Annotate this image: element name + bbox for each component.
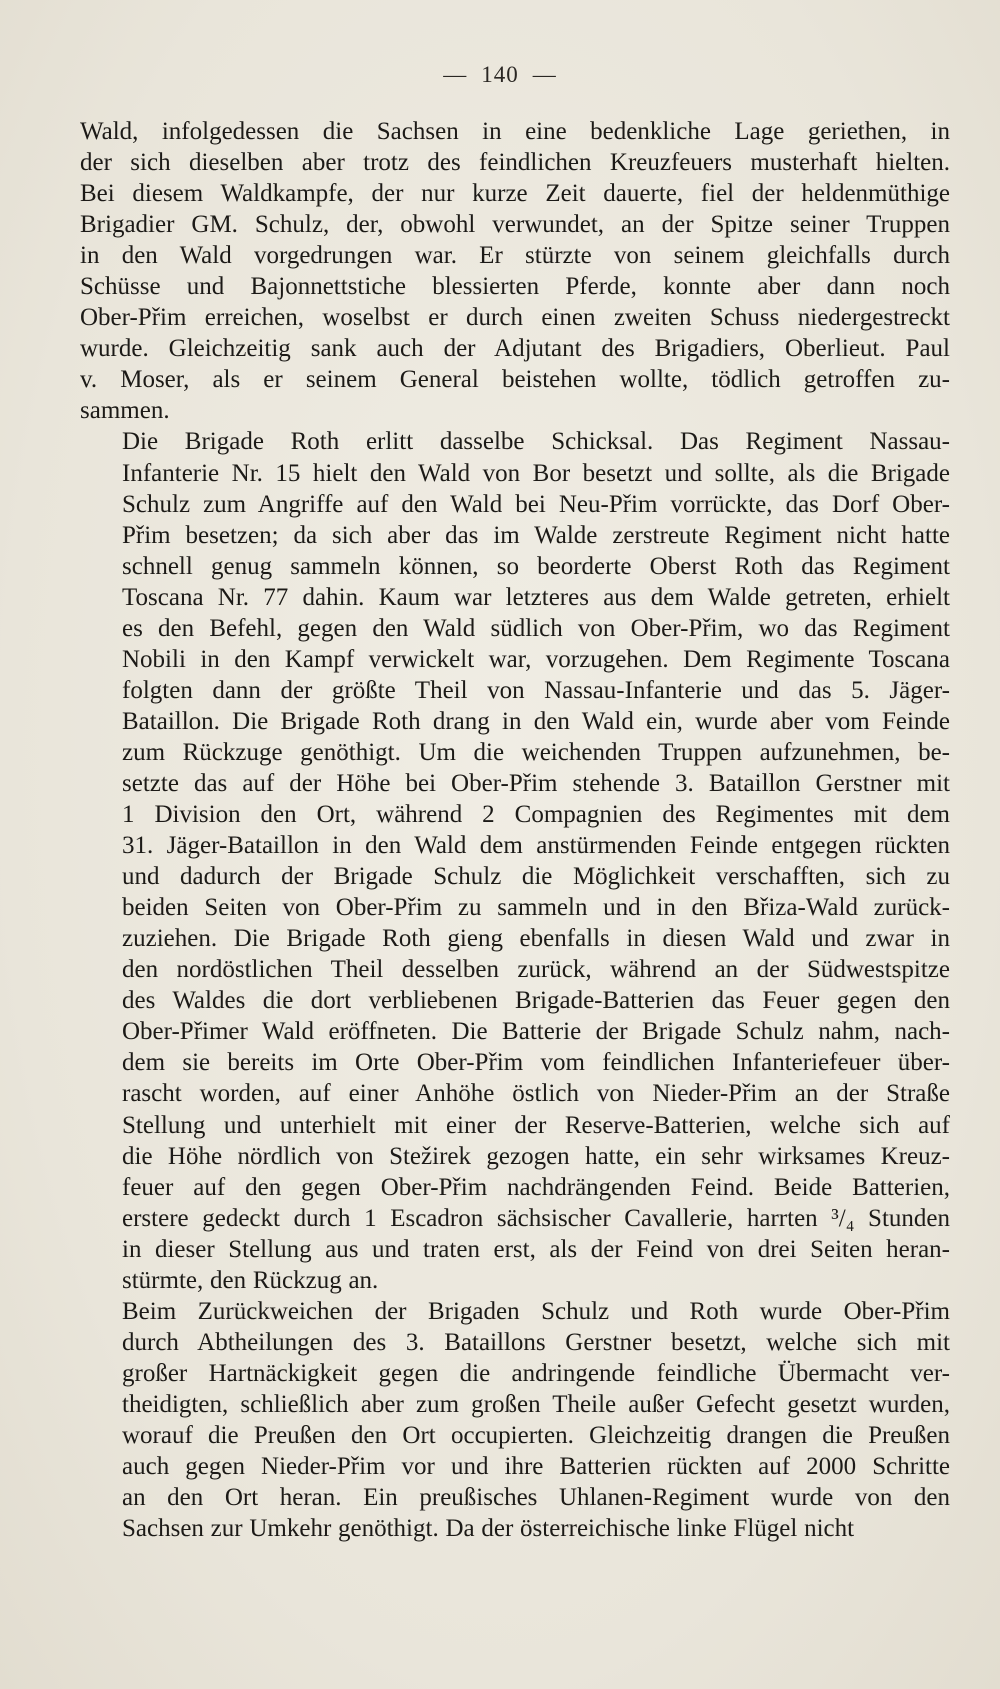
text-line: zuziehen. Die Brigade Roth gieng ebenfalls in diesen Wald und zwar in — [122, 925, 950, 953]
text-line: auch gegen Nieder-Přim vor und ihre Batterien rückten auf 2000 Schritte — [122, 1453, 950, 1481]
text-line: Ober-Přimer Wald eröffneten. Die Batterie der Brigade Schulz nahm, nach- — [122, 1018, 950, 1046]
text-line: Die Brigade Roth erlitt dasselbe Schicksal. Das Regiment Nassau- — [122, 428, 950, 456]
page-number — [0, 62, 1000, 88]
page-number-value: 140 — [481, 62, 519, 87]
text-line: in dieser Stellung aus und traten erst, als der Feind von drei Seiten heran- — [122, 1235, 950, 1263]
text-line: Bei diesem Waldkampfe, der nur kurze Zeit dauerte, fiel der heldenmüthige — [80, 180, 950, 208]
text-line: Ober-Přim erreichen, woselbst er durch einen zweiten Schuss niedergestreckt — [80, 304, 950, 332]
body-text — [80, 116, 950, 1544]
text-line: Nobili in den Kampf verwickelt war, vorzugehen. Dem Regimente Toscana — [122, 645, 950, 673]
text-line: es den Befehl, gegen den Wald südlich von Ober-Přim, wo das Regiment — [122, 614, 950, 642]
text-line: setzte das auf der Höhe bei Ober-Přim stehende 3. Bataillon Gerstner mit — [122, 769, 950, 797]
text-line: rascht worden, auf einer Anhöhe östlich von Nieder-Přim an der Straße — [122, 1080, 950, 1108]
text-line: großer Hartnäckigkeit gegen die andringende feindliche Übermacht ver- — [122, 1359, 950, 1387]
text-line: Wald, infolgedessen die Sachsen in eine bedenkliche Lage geriethen, in — [80, 118, 950, 145]
text-line: Stellung und unterhielt mit einer der Reserve-Batterien, welche sich auf — [122, 1111, 950, 1139]
text-line: den nordöstlichen Theil desselben zurück, während an der Südwestspitze — [122, 956, 950, 984]
text-line: Bataillon. Die Brigade Roth drang in den Wald ein, wurde aber vom Feinde — [122, 707, 950, 735]
text-line: zum Rückzuge genöthigt. Um die weichenden Truppen aufzunehmen, be- — [122, 738, 950, 766]
text-line: beiden Seiten von Ober-Přim zu sammeln und in den Břiza-Wald zurück- — [122, 894, 950, 922]
text-line: wurde. Gleichzeitig sank auch der Adjutant des Brigadiers, Oberlieut. Paul — [80, 335, 950, 363]
text-line: Infanterie Nr. 15 hielt den Wald von Bor besetzt und sollte, als die Brigade — [122, 459, 950, 487]
text-line: theidigten, schließlich aber zum großen Theile außer Gefecht gesetzt wurden, — [122, 1390, 950, 1418]
text-line: Sachsen zur Umkehr genöthigt. Da der österreichische linke Flügel nicht — [122, 1515, 855, 1543]
text-line: Brigadier GM. Schulz, der, obwohl verwundet, an der Spitze seiner Truppen — [80, 211, 950, 239]
text-line: der sich dieselben aber trotz des feindlichen Kreuzfeuers musterhaft hielten. — [80, 149, 950, 177]
paragraph — [80, 116, 950, 426]
text-line: die Höhe nördlich von Stežirek gezogen hatte, ein sehr wirksames Kreuz- — [122, 1142, 950, 1170]
text-line: und dadurch der Brigade Schulz die Möglichkeit verschafften, sich zu — [122, 863, 950, 891]
text-line: 31. Jäger-Bataillon in den Wald dem anstürmenden Feinde entgegen rückten — [122, 832, 950, 860]
text-line: des Waldes die dort verbliebenen Brigade-Batterien das Feuer gegen den — [122, 987, 950, 1015]
text-line: v. Moser, als er seinem General beistehen wollte, tödlich getroffen zu- — [80, 366, 950, 394]
text-line: an den Ort heran. Ein preußisches Uhlanen-Regiment wurde von den — [122, 1484, 950, 1512]
text-line: Schüsse und Bajonnettstiche blessierten Pferde, konnte aber dann noch — [80, 273, 950, 301]
text-line: feuer auf den gegen Ober-Přim nachdrängenden Feind. Beide Batterien, — [122, 1173, 950, 1201]
text-line: sammen. — [80, 397, 170, 425]
text-line: 1 Division den Ort, während 2 Compagnien des Regimentes mit dem — [122, 801, 950, 829]
text-line: durch Abtheilungen des 3. Bataillons Gerstner besetzt, welche sich mit — [122, 1328, 950, 1356]
text-line: folgten dann der größte Theil von Nassau-Infanterie und das 5. Jäger- — [122, 676, 950, 704]
text-line: worauf die Preußen den Ort occupierten. Gleichzeitig drangen die Preußen — [122, 1421, 950, 1449]
text-line: schnell genug sammeln können, so beorderte Oberst Roth das Regiment — [122, 552, 950, 580]
text-line: dem sie bereits im Orte Ober-Přim vom feindlichen Infanteriefeuer über- — [122, 1049, 950, 1077]
page-number-dash-right: — — [532, 62, 557, 87]
text-line: Toscana Nr. 77 dahin. Kaum war letzteres aus dem Walde getreten, erhielt — [122, 583, 950, 611]
text-line: Beim Zurückweichen der Brigaden Schulz und Roth wurde Ober-Přim — [122, 1297, 950, 1325]
page-number-dash-left: — — [443, 62, 468, 87]
text-line: erstere gedeckt durch 1 Escadron sächsischer Cavallerie, harrten ³/₄ Stunden — [122, 1204, 950, 1232]
paragraph — [80, 426, 950, 1295]
paragraph — [80, 1296, 950, 1544]
text-line: stürmte, den Rückzug an. — [122, 1266, 379, 1294]
text-line: in den Wald vorgedrungen war. Er stürzte von seinem gleichfalls durch — [80, 242, 950, 270]
text-line: Schulz zum Angriffe auf den Wald bei Neu-Přim vorrückte, das Dorf Ober- — [122, 490, 950, 518]
text-line: Přim besetzen; da sich aber das im Walde zerstreute Regiment nicht hatte — [122, 521, 950, 549]
